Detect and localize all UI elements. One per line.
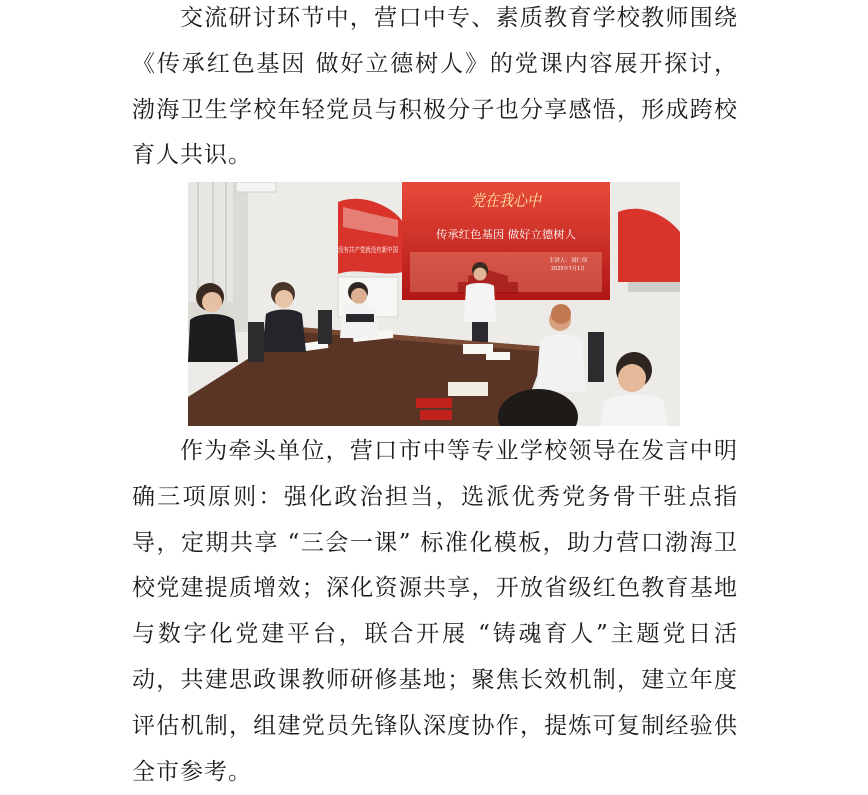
screen-subtitle: 传承红色基因 做好立德树人	[436, 228, 572, 241]
screen-speaker: 主讲人：刘仁伟	[548, 258, 588, 264]
left-banner-text: 没有共产党就没有新中国	[338, 246, 415, 254]
paragraph-discussion: 交流研讨环节中，营口中专、素质教育学校教师围绕《传承红色基因 做好立德树人》的党课内容展开探讨，渤海卫生学校年轻党员与积极分子也分享感悟，形成跨校育人共识。	[132, 5, 738, 169]
meeting-photo	[188, 182, 680, 426]
screen-date: 2025年7月1日	[550, 266, 586, 272]
screen-title: 党在我心中	[471, 191, 543, 210]
paragraph-principles: 作为牵头单位，营口市中等专业学校领导在发言中明确三项原则：强化政治担当，选派优秀党务骨干驻点指导，定期共享 “三会一课” 标准化模板，助力营口渤海卫校党建提质增效；深化资源共享，开放省级红色教育基地与数字化党建平台，联合开展 “铸魂育人”主题党日活动，共建思政课教师研修基地；聚焦长效机制，建立年度评估机制，组建党员先锋队深度协作，提炼可复制经验供全市参考。	[132, 438, 738, 785]
